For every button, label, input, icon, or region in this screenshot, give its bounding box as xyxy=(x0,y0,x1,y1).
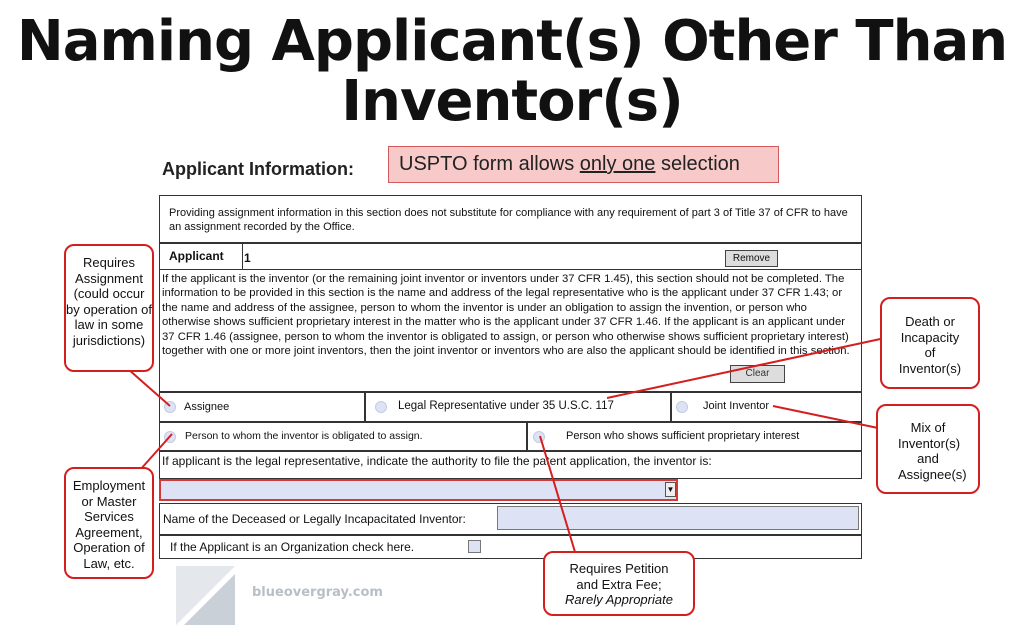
petition-connector xyxy=(540,436,575,552)
proprietary-label: Person who shows sufficient proprietary interest xyxy=(566,430,800,442)
legal-rep-label: Legal Representative under 35 U.S.C. 117 xyxy=(398,400,614,412)
petition-callout-line2: Rarely Appropriate xyxy=(565,592,673,607)
death-incapacity-callout: Death or Incapacity of Inventor(s) xyxy=(880,297,980,389)
deceased-inventor-label: Name of the Deceased or Legally Incapacitated Inventor: xyxy=(159,503,862,535)
joint-inventor-label: Joint Inventor xyxy=(703,400,770,412)
assignee-label: Assignee xyxy=(184,401,230,413)
section-heading: Applicant Information: xyxy=(162,159,354,179)
assignment-connector xyxy=(128,369,170,406)
employment-connector xyxy=(140,434,172,470)
clear-button[interactable]: Clear xyxy=(730,365,785,383)
death-connector xyxy=(607,338,885,398)
applicant-number: 1 xyxy=(244,251,251,265)
petition-callout xyxy=(543,551,695,616)
applicant-label: Applicant xyxy=(159,243,243,270)
mix-connector xyxy=(773,406,878,428)
petition-callout-line1: Requires Petition and Extra Fee; xyxy=(569,561,669,592)
single-selection-callout: USPTO form allows only one selection xyxy=(388,146,779,183)
assignment-callout: Requires Assignment (could occur by operation of law in some jurisdictions) xyxy=(64,244,154,372)
mix-callout: Mix of Inventor(s) and Assignee(s) xyxy=(876,404,980,494)
applicant-instructions: If the applicant is the inventor (or the remaining joint inventor or inventors under 37 CFR 1.45), this section should not be completed. The information to be provided in this section is the name and address of the legal representative who is the applicant under 37 CFR 1.43; or the name and address of the assignee, person to whom the inventor is under an obligation to assign the invention, or person who otherwise shows sufficient proprietary interest in the matter who is the applicant under 37 CFR 1.46. If the applicant is an applicant under 37 CFR 1.46 (assignee, person to whom the inventor is obligated to assign, or person who otherwise shows sufficient proprietary interest) together with one or more joint inventors, then the joint inventor or inventors who are also the applicant should be identified in this section. xyxy=(159,270,862,392)
obligated-label: Person to whom the inventor is obligated to assign. xyxy=(185,430,423,442)
slide-title: Naming Applicant(s) Other Than Inventor(s) xyxy=(16,9,1008,134)
remove-button[interactable]: Remove xyxy=(725,250,778,267)
assignment-notice: Providing assignment information in this section does not substitute for compliance with any requirement of part 3 of Title 37 of CFR to have an assignment recorded by the Office. xyxy=(159,195,862,243)
organization-label: If the Applicant is an Organization check here. xyxy=(159,535,862,559)
employment-callout: Employment or Master Services Agreement, Operation of Law, etc. xyxy=(64,467,154,579)
blueovergray-logo-icon xyxy=(176,566,235,625)
select-arrow-icon[interactable]: ▼ xyxy=(665,482,676,497)
authority-label: If applicant is the legal representative, indicate the authority to file the patent application, the inventor is: xyxy=(159,451,862,479)
logo-text: blueovergray.com xyxy=(252,585,383,600)
